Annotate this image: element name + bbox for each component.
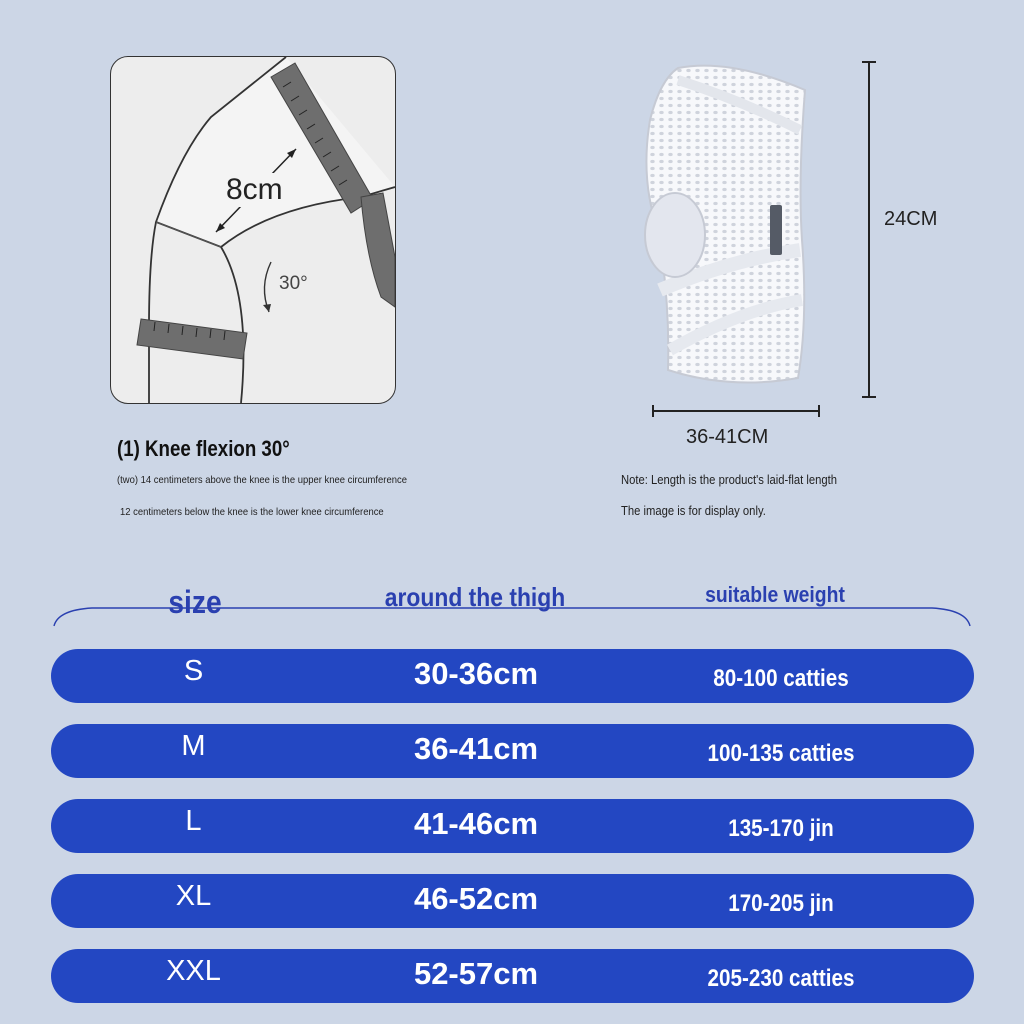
weight-cell: 205-230 catties [707,965,855,992]
height-dimension-cap-top [862,61,876,63]
thigh-cell: 30-36cm [413,656,539,691]
header-underline [52,604,972,628]
header-thigh: around the thigh [384,582,566,612]
size-cell: M [181,730,206,762]
width-label: 36-41CM [686,426,769,448]
weight-cell: 170-205 jin [728,890,834,917]
size-cell: XXL [166,955,221,987]
size-cell: XL [175,880,212,912]
measure-label: 8cm [223,173,286,207]
knee-brace-product-image [630,60,820,390]
size-cell: S [183,655,204,687]
upper-circumference-note: (two) 14 centimeters above the knee is the upper knee circumference [117,474,407,486]
weight-cell: 100-135 catties [707,740,855,767]
height-dimension-line [868,62,870,398]
knee-leg-drawing [111,57,395,403]
weight-cell: 135-170 jin [728,815,834,842]
width-dimension-cap-left [652,405,654,417]
height-dimension-cap-bottom [862,396,876,398]
width-dimension-line [653,410,819,412]
thigh-cell: 41-46cm [413,806,539,841]
size-row [51,949,974,1003]
angle-label: 30° [279,273,308,294]
thigh-cell: 36-41cm [413,731,539,766]
display-note: The image is for display only. [621,504,766,518]
thigh-cell: 52-57cm [413,956,539,991]
header-weight: suitable weight [705,582,845,607]
header-size: size [168,584,222,620]
height-label: 24CM [884,208,938,230]
size-cell: L [185,805,202,837]
lower-circumference-note: 12 centimeters below the knee is the lower knee circumference [120,506,384,518]
size-row [51,649,974,703]
length-note: Note: Length is the product's laid-flat length [621,473,838,487]
size-row [51,799,974,853]
weight-cell: 80-100 catties [713,665,849,692]
width-dimension-cap-right [818,405,820,417]
size-row [51,724,974,778]
thigh-cell: 46-52cm [413,881,539,916]
knee-measurement-illustration [110,56,396,404]
illustration-title: (1) Knee flexion 30° [117,436,290,461]
size-row [51,874,974,928]
